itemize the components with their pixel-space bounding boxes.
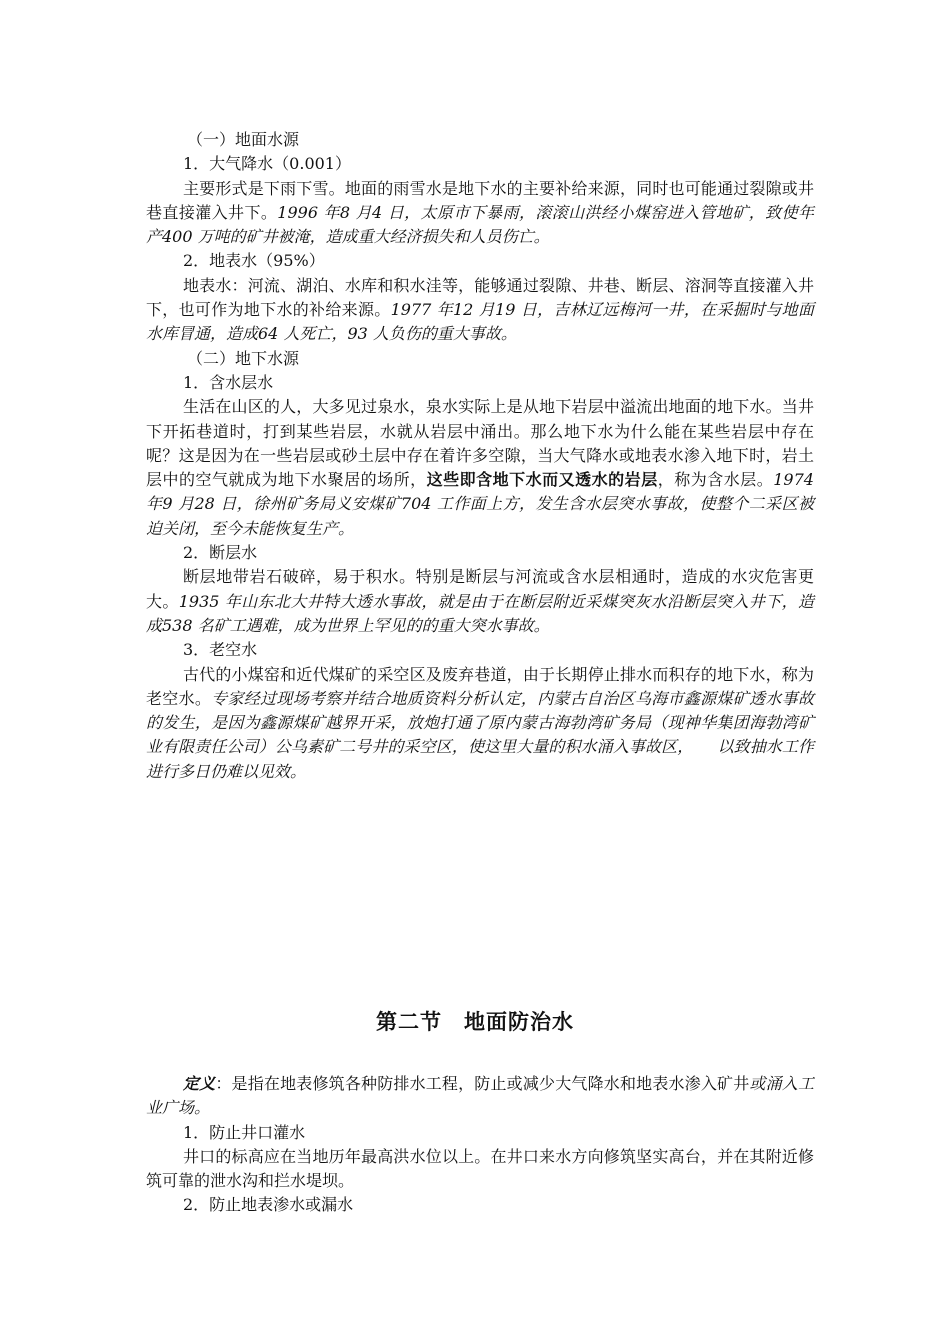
section-water-sources [146,128,814,784]
case-taiyuan: 1996 年8 月4 日，太原市下暴雨，滚滚山洪经小煤窑进入管地矿，致使年产400 万吨的矿井被淹，造成重大经济损失和人员伤亡。 [146,202,814,247]
text-fault: 断层地带岩石破碎，易于积水。特别是断层与河流或含水层相通时，造成的水灾危害更大。 [146,567,814,611]
paragraph-wellhead: 井口的标高应在当地历年最高洪水位以上。在井口来水方向修筑坚实高台，并在其附近修筑可靠的泄水沟和拦水堤坝。 [146,1146,814,1191]
text-aquifer-b: ，称为含水层。 [657,470,774,490]
paragraph-definition [146,1072,814,1121]
section-surface-prevention [146,1072,814,1218]
paragraph-aquifer [146,395,814,541]
definition-text: ：是指在地表修筑各种防排水工程，防止或减少大气降水和地表水渗入矿井 [215,1074,750,1093]
heading-surface-water: （一）地面水源 [187,130,300,149]
section-title: 第二节 地面防治水 [376,1010,574,1034]
case-jilin: 1977 年12 月19 日，吉林辽远梅河一井，在采掘时与地面水库冒通，造成64 人死亡，93 人负伤的重大事故。 [146,300,814,344]
subheading-old-goaf: 3．老空水 [183,640,258,660]
text-surface: 地表水：河流、湖泊、水库和积水洼等，能够通过裂隙、井巷、断层、溶洞等直接灌入井下，也可作为地下水的补给来源。 [146,275,814,320]
paragraph-fault [146,565,814,638]
paragraph-precipitation [146,177,814,250]
subheading-wellhead: 1．防止井口灌水 [183,1122,306,1142]
subheading-fault: 2．断层水 [183,543,258,563]
definition-tail: 或涌入工业广场。 [146,1074,814,1118]
heading-underground-water: （二）地下水源 [187,348,300,368]
text-aquifer-a: 生活在山区的人，大多见过泉水，泉水实际上是从地下岩层中溢流出地面的地下水。当井下开拓巷道时，打到某些岩层，水就从岩层中涌出。那么地下水为什么能在某些岩层中存在呢？这是因为在一些岩层或砂土层中存在着许多空隙，当大气降水或地表水渗入地下时，岩土层中的空气就成为地下水聚居的场所， [146,397,814,490]
paragraph-old-goaf [146,663,814,784]
case-xuzhou: 1974 年9 月28 日，徐州矿务局义安煤矿704 工作面上方，发生含水层突水事故，使整个二采区被迫关闭，至今未能恢复生产。 [146,470,814,538]
subheading-precipitation: 1．大气降水（0.001） [183,154,351,174]
case-wuhai: 专家经过现场考察并结合地质资料分析认定，内蒙古自治区乌海市鑫源煤矿透水事故的发生，是因为鑫源煤矿越界开采，放炮打通了原内蒙古海勃湾矿务局（现神华集团海勃湾矿业有限责任公司）公乌素矿二号井的采空区，使这里大量的积水涌入事故区， 以致抽水工作进行多日仍难以见效。 [146,688,814,781]
subheading-seepage: 2．防止地表渗水或漏水 [183,1195,354,1215]
text-precipitation: 主要形式是下雨下雪。地面的雨雪水是地下水的主要补给来源，同时也可能通过裂隙或井巷直接灌入井下。 [146,178,814,222]
subheading-aquifer: 1．含水层水 [183,372,274,392]
definition-label: 定义 [183,1074,216,1093]
text-old-goaf: 古代的小煤窑和近代煤矿的采空区及废弃巷道，由于长期停止排水而积存的地下水，称为老空水。 [146,664,814,708]
subheading-surface: 2．地表水（95%） [183,251,325,271]
paragraph-surface [146,274,814,347]
text-aquifer-bold: 这些即含地下水而又透水的岩层 [426,470,658,490]
case-shandong: 1935 年山东北大井特大透水事故，就是由于在断层附近采煤突灰水沿断层突入井下，造成538 名矿工遇难，成为世界上罕见的的重大突水事故。 [146,591,814,635]
